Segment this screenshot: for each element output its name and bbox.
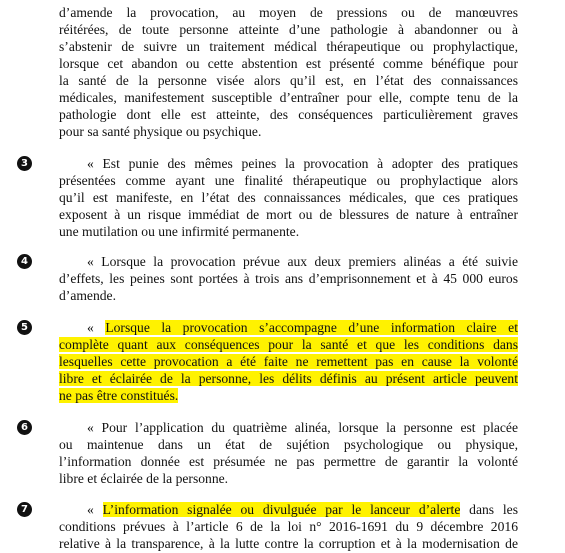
paragraph-line xyxy=(59,172,518,190)
line-text: « Lorsque la provocation prévue aux deux premiers alinéas a été suivie xyxy=(87,254,518,269)
line-text: d’amende. xyxy=(59,288,116,303)
line-text: une mutilation ou une infirmité permanente. xyxy=(59,224,300,239)
line-text: qu’il est manifeste, en l’état des connaissances médicales, que ces pratiques xyxy=(59,190,518,205)
paragraph-number-marker: 4 xyxy=(17,254,32,269)
paragraph-line xyxy=(59,336,518,354)
highlighted-text: complète quant aux conséquences pour la santé et que les conditions dans xyxy=(59,337,518,352)
line-text: lorsque cet abandon ou cette abstention est présenté comme bénéfique pour xyxy=(59,56,518,71)
paragraph-line xyxy=(59,38,518,56)
paragraph-line xyxy=(59,470,518,488)
paragraph-line xyxy=(59,189,518,207)
line-text: exposent à un risque immédiat de mort ou de blessures de nature à entraîner xyxy=(59,207,518,222)
paragraph-line xyxy=(59,4,518,22)
line-text: libre et éclairée de la personne. xyxy=(59,471,229,486)
paragraph-number-marker: 3 xyxy=(17,156,32,171)
paragraph-line xyxy=(59,123,518,141)
paragraph-line xyxy=(59,518,518,536)
highlighted-text: lesquelles cette provocation a été faite ne remettent pas en cause la volonté xyxy=(59,354,518,369)
line-text: l’information donnée est présumée ne pas permettre de garantir la volonté xyxy=(59,454,518,469)
paragraph-line xyxy=(59,436,518,454)
line-text: d’amende la provocation, au moyen de pressions ou de manœuvres xyxy=(59,5,518,20)
paragraph-number-marker: 5 xyxy=(17,320,32,335)
highlighted-text: Lorsque la provocation s’accompagne d’une information claire et xyxy=(105,320,518,335)
paragraph-number-marker: 6 xyxy=(17,420,32,435)
paragraph-line xyxy=(59,353,518,371)
highlighted-text: L’information signalée ou divulguée par le lanceur d’alerte xyxy=(102,502,461,517)
line-text: réitérées, de toute personne atteinte d’une pathologie à abandonner ou à xyxy=(59,22,518,37)
paragraph-line xyxy=(59,223,518,241)
highlighted-text: ne pas être constitués. xyxy=(59,388,179,403)
line-text: présentées comme ayant une finalité thérapeutique ou prophylactique alors xyxy=(59,173,518,188)
line-text: conditions prévues à l’article 6 de la loi n° 2016-1691 du 9 décembre 2016 xyxy=(59,519,518,534)
highlighted-text: libre et éclairée de la personne, les délits définis au présent article peuvent xyxy=(59,371,518,386)
line-text: d’effets, les peines sont portées à trois ans d’emprisonnement et à 45 000 euros xyxy=(59,271,518,286)
line-text: pathologie dont elle est atteinte, des conséquences particulièrement graves xyxy=(59,107,518,122)
paragraph-line xyxy=(59,270,518,288)
paragraph-line xyxy=(59,370,518,388)
line-text: relative à la transparence, à la lutte contre la corruption et à la modernisation de xyxy=(59,536,518,551)
line-text: « Pour l’application du quatrième alinéa, lorsque la personne est placée xyxy=(87,420,518,435)
line-text: « xyxy=(87,320,106,335)
line-text: médicales, manifestement susceptible d’entraîner pour elle, compte tenu de la xyxy=(59,90,518,105)
line-text: ou maintenue dans un état de sujétion psychologique ou physique, xyxy=(59,437,518,452)
line-text: « Est punie des mêmes peines la provocation à adopter des pratiques xyxy=(87,156,518,171)
paragraph-line xyxy=(59,387,518,405)
paragraph-line xyxy=(87,419,518,437)
paragraph-line xyxy=(59,453,518,471)
paragraph-line xyxy=(87,501,518,519)
line-text: pour sa santé physique ou psychique. xyxy=(59,124,262,139)
paragraph-line xyxy=(59,206,518,224)
paragraph-line xyxy=(87,253,518,271)
paragraph-number-marker: 7 xyxy=(17,502,32,517)
line-text: la santé de la personne visée alors qu’il est, en l’état des connaissances xyxy=(59,73,518,88)
paragraph-line xyxy=(59,535,518,553)
paragraph-line xyxy=(59,72,518,90)
line-text: dans les xyxy=(460,502,518,517)
paragraph-line xyxy=(59,287,518,305)
paragraph-line xyxy=(59,106,518,124)
line-text: s’abstenir de suivre un traitement médical thérapeutique ou prophylactique, xyxy=(59,39,518,54)
paragraph-line xyxy=(87,319,518,337)
paragraph-line xyxy=(87,155,518,173)
paragraph-line xyxy=(59,89,518,107)
line-text: « xyxy=(87,502,103,517)
paragraph-line xyxy=(59,21,518,39)
paragraph-line xyxy=(59,55,518,73)
